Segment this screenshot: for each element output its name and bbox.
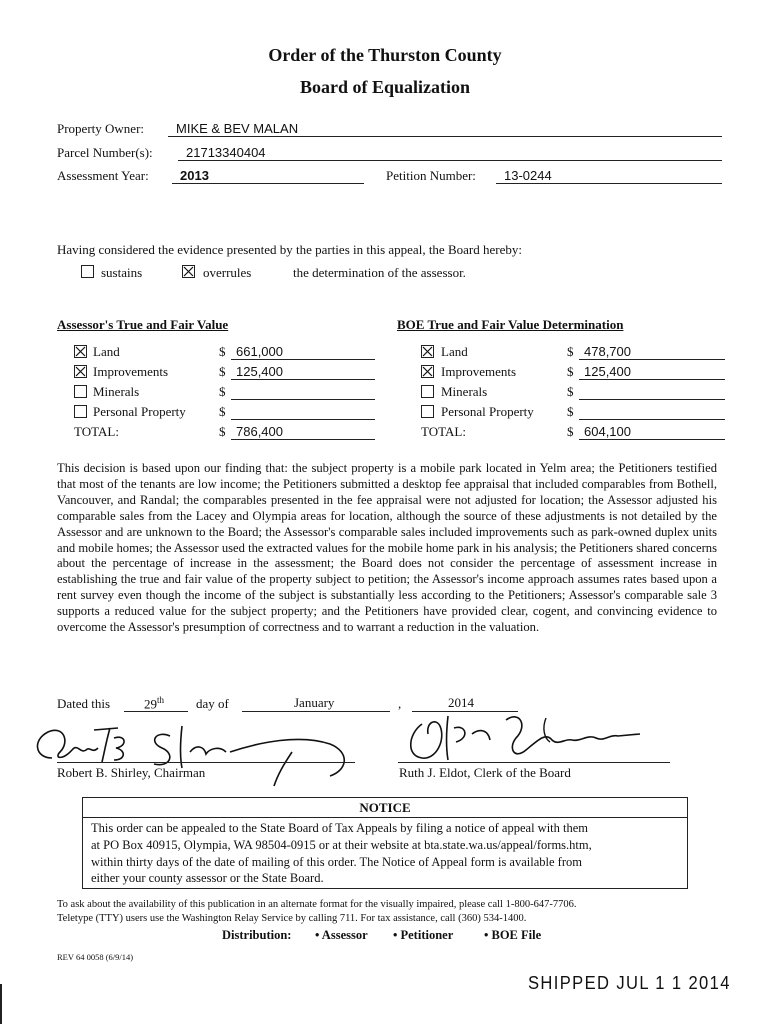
dated-comma: , [398, 696, 402, 711]
chair-name: Robert B. Shirley, Chairman [57, 765, 206, 780]
boe-personal-checkbox[interactable] [421, 405, 434, 418]
dated-month-field [242, 695, 390, 712]
check-x-icon [422, 366, 433, 377]
boe-land-field [579, 343, 725, 360]
shipped-stamp: SHIPPED JUL 1 1 2014 [528, 973, 731, 993]
boe-land-label: Land [441, 344, 468, 359]
assessor-total-value: 786,400 [236, 424, 283, 439]
notice-line-4: either your county assessor or the State Board. [91, 871, 324, 886]
notice-box [82, 797, 688, 889]
boe-minerals-currency: $ [567, 384, 574, 399]
boe-minerals-field [579, 383, 725, 400]
boe-improvements-value: 125,400 [584, 364, 631, 379]
assessor-improvements-value: 125,400 [236, 364, 283, 379]
assessor-improvements-field [231, 363, 375, 380]
notice-line-3: within thirty days of the date of mailing of this order. The Notice of Appeal form is available from [91, 854, 582, 869]
check-x-icon [183, 266, 194, 277]
chair-signature-line [57, 748, 355, 763]
assessor-total-currency: $ [219, 424, 226, 439]
boe-personal-currency: $ [567, 404, 574, 419]
assessor-minerals-checkbox[interactable] [74, 385, 87, 398]
dated-day-field [124, 695, 188, 712]
boe-personal-label: Personal Property [441, 404, 534, 419]
distribution-label: Distribution: [222, 928, 292, 942]
form-id: REV 64 0058 (6/9/14) [57, 952, 134, 962]
assessor-land-checkbox[interactable] [74, 345, 87, 358]
boe-total-currency: $ [567, 424, 574, 439]
petition-value: 13-0244 [504, 168, 552, 183]
assessor-improvements-currency: $ [219, 364, 226, 379]
assessor-personal-checkbox[interactable] [74, 405, 87, 418]
decision-suffix: the determination of the assessor. [293, 265, 466, 280]
sustains-checkbox[interactable] [81, 265, 94, 278]
assessor-improvements-label: Improvements [93, 364, 169, 379]
owner-value: MIKE & BEV MALAN [176, 121, 299, 136]
assessor-minerals-field [231, 383, 375, 400]
check-x-icon [75, 346, 86, 357]
assessor-land-label: Land [93, 344, 120, 359]
distribution-petitioner: • Petitioner [393, 928, 454, 942]
boe-improvements-currency: $ [567, 364, 574, 379]
assessor-land-currency: $ [219, 344, 226, 359]
year-label: Assessment Year: [57, 168, 149, 183]
check-x-icon [422, 346, 433, 357]
assessor-heading: Assessor's True and Fair Value [57, 317, 229, 332]
edge-mark [0, 984, 2, 1024]
title-line-1: Order of the Thurston County [268, 45, 502, 65]
year-field [172, 167, 364, 184]
parcel-field [178, 144, 722, 161]
title-line-2: Board of Equalization [299, 77, 471, 97]
dated-year: 2014 [448, 695, 474, 710]
distribution-assessor: • Assessor [315, 928, 368, 942]
assessor-land-field [231, 343, 375, 360]
boe-personal-field [579, 403, 725, 420]
overrules-label: overrules [203, 265, 252, 280]
assessor-minerals-currency: $ [219, 384, 226, 399]
distribution-boe-file: • BOE File [484, 928, 542, 942]
notice-line-2: at PO Box 40915, Olympia, WA 98504-0915 or at their website at bta.state.wa.us/appeal/forms.htm, [91, 837, 592, 852]
clerk-name: Ruth J. Eldot, Clerk of the Board [399, 765, 571, 780]
dated-day-suffix: th [157, 695, 165, 705]
dated-day: 29 [144, 696, 157, 712]
boe-minerals-checkbox[interactable] [421, 385, 434, 398]
boe-land-value: 478,700 [584, 344, 631, 359]
boe-land-currency: $ [567, 344, 574, 359]
dated-prefix: Dated this [57, 696, 111, 711]
boe-total-field [579, 423, 725, 440]
parcel-label: Parcel Number(s): [57, 145, 153, 160]
overrules-checkbox[interactable] [182, 265, 195, 278]
boe-improvements-label: Improvements [441, 364, 517, 379]
owner-field [168, 120, 722, 137]
assessor-personal-currency: $ [219, 404, 226, 419]
notice-line-1: This order can be appealed to the State Board of Tax Appeals by filing a notice of appeal with them [91, 821, 589, 835]
petition-label: Petition Number: [386, 168, 476, 183]
decision-intro: Having considered the evidence presented by the parties in this appeal, the Board hereby: [57, 242, 522, 257]
boe-total-value: 604,100 [584, 424, 631, 439]
boe-heading: BOE True and Fair Value Determination [397, 317, 624, 332]
assessor-personal-field [231, 403, 375, 420]
assessor-improvements-checkbox[interactable] [74, 365, 87, 378]
access-line-1: To ask about the availability of this publication in an alternate format for the visually impaired, please call 1-800-647-7706. [57, 899, 577, 910]
check-x-icon [75, 366, 86, 377]
petition-field [496, 167, 722, 184]
year-value: 2013 [180, 168, 209, 183]
boe-minerals-label: Minerals [441, 384, 488, 399]
access-line-2: Teletype (TTY) users use the Washington Relay Service by calling 711. For tax assistance, call (360) 534-1400. [57, 913, 527, 924]
assessor-minerals-label: Minerals [93, 384, 140, 399]
assessor-total-field [231, 423, 375, 440]
dated-month: January [294, 695, 335, 710]
sustains-label: sustains [101, 265, 143, 280]
clerk-signature-line [398, 748, 670, 763]
finding-paragraph: This decision is based upon our finding that: the subject property is a mobile park located in Yelm area; the Petitioners testified that most of the tenants are low income; the Petitioners submitted a desktop fee appraisal that included comparables from Bothell, Vancouver, and Randal; the comparables presented in the fee appraisal were not adjusted for location; the Assessor adjusted his comparable sales from the Lacey and Olympia areas for location, although the source of these adjustments is not detailed by the Assessor and are unknown to the Board; the Assessor's comparable sales included improvements such as park-owned duplex units and mobile homes; the Assessor used the extracted values for the mobile home park in his analysis; the Petitioners shared concerns about the percentage of increase in the assessment; the Board does not consider the percentage of assessment increase in establishing the true and fair value of the property subject to petition; the Assessor's income approach assumes rates based upon a rent survey even though the income of the subject is substantially less according to the Petitioners; Assessor's comparable sale 3 supports a reduced value for the subject property; and the Petitioners have provided clear, cogent, and convincing evidence to overcome the Assessor's presumption of correctness and to warrant a reduction in the valuation. [57, 461, 717, 635]
boe-improvements-field [579, 363, 725, 380]
assessor-total-label: TOTAL: [74, 424, 119, 439]
boe-improvements-checkbox[interactable] [421, 365, 434, 378]
boe-land-checkbox[interactable] [421, 345, 434, 358]
dated-day-of: day of [196, 696, 229, 711]
notice-heading: NOTICE [83, 798, 687, 818]
assessor-land-value: 661,000 [236, 344, 283, 359]
boe-total-label: TOTAL: [421, 424, 466, 439]
assessor-personal-label: Personal Property [93, 404, 186, 419]
parcel-value: 21713340404 [186, 145, 266, 160]
owner-label: Property Owner: [57, 121, 145, 136]
